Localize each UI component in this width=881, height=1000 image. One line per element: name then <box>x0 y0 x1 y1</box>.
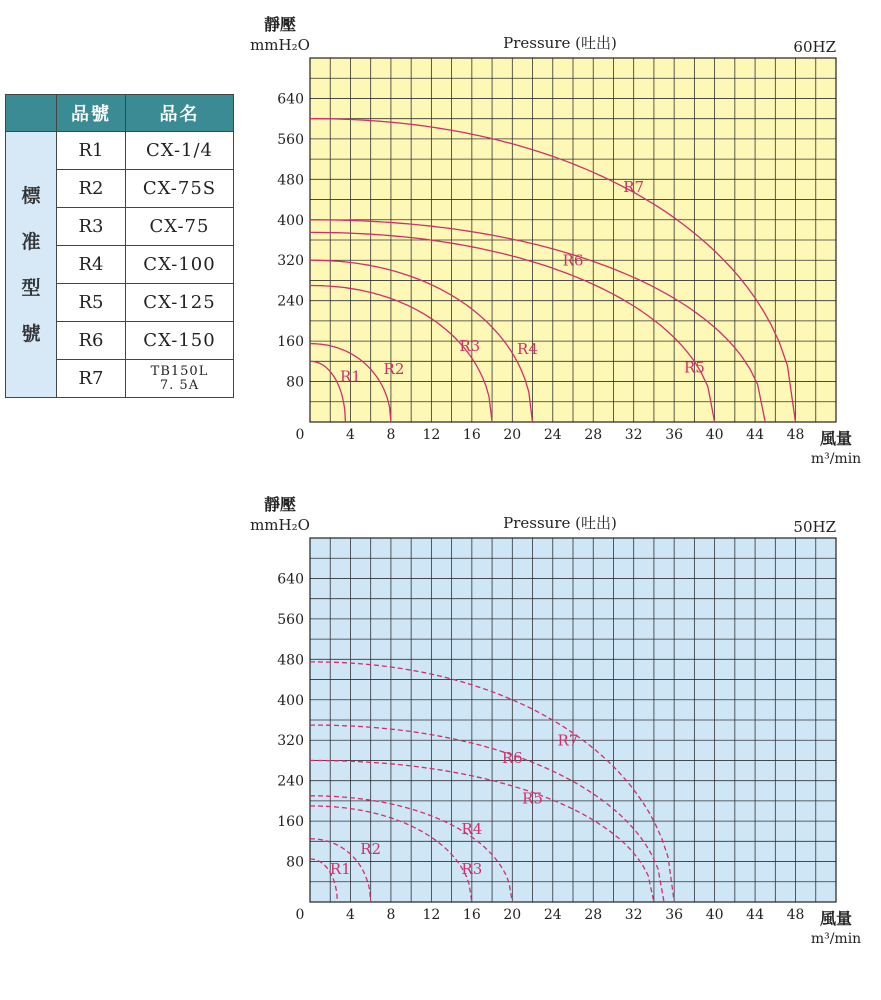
x-tick-label: 24 <box>543 427 562 443</box>
x-tick-label: 32 <box>624 427 643 443</box>
x-axis-unit: m³/min <box>810 451 862 467</box>
curve-label: R7 <box>623 177 645 196</box>
model-spec-table <box>5 94 234 398</box>
x-tick-label: 12 <box>422 427 441 443</box>
x-axis-label: 風量 <box>819 429 853 448</box>
y-tick-label: 240 <box>277 293 304 310</box>
model-code: R3 <box>57 208 126 246</box>
x-axis-unit: m³/min <box>810 931 862 947</box>
curve-label: R2 <box>383 359 405 378</box>
curve-label: R7 <box>557 731 579 750</box>
standard-model-label <box>6 132 57 398</box>
y-tick-label: 320 <box>277 253 304 270</box>
x-tick-label: 8 <box>386 427 396 443</box>
x-tick-label: 48 <box>786 907 805 923</box>
x-tick-label: 12 <box>422 907 441 923</box>
x-tick-label: 8 <box>386 907 396 923</box>
model-code: R6 <box>57 322 126 360</box>
model-name-line: TB150L <box>150 363 209 379</box>
x-tick-label: 16 <box>462 907 481 923</box>
y-tick-label: 640 <box>277 91 304 108</box>
table-header-row <box>6 95 234 132</box>
model-code: R1 <box>57 132 126 170</box>
x-tick-label: 28 <box>584 427 603 443</box>
x-tick-label: 40 <box>705 907 724 923</box>
y-tick-label: 560 <box>277 131 304 148</box>
y-tick-label: 80 <box>286 854 304 871</box>
x-tick-label: 36 <box>665 907 684 923</box>
y-tick-label: 640 <box>277 571 304 588</box>
x-tick-label: 36 <box>665 427 684 443</box>
y-tick-label: 160 <box>277 814 304 831</box>
model-name: CX-100 <box>126 246 234 284</box>
x-tick-label: 20 <box>503 907 522 923</box>
y-tick-label: 160 <box>277 334 304 351</box>
y-tick-label: 240 <box>277 773 304 790</box>
table-row <box>6 132 234 170</box>
x-tick-label: 48 <box>786 427 805 443</box>
x-tick-label: 24 <box>543 907 562 923</box>
x-tick-label: 4 <box>346 907 355 923</box>
group-label-char: 號 <box>21 322 41 345</box>
curve-label: R6 <box>562 251 584 270</box>
header-blank-cell <box>6 95 57 132</box>
curve-label: R6 <box>501 748 523 767</box>
curve-label: R5 <box>522 789 543 808</box>
y-axis-unit: mmH₂O <box>250 516 310 534</box>
y-tick-label: 480 <box>277 652 304 669</box>
x-tick-label: 4 <box>346 427 355 443</box>
pressure-chart-50hz <box>240 480 881 950</box>
x-tick-label: 32 <box>624 907 643 923</box>
chart-title: Pressure (吐出) <box>503 34 617 52</box>
x-tick-label: 44 <box>746 427 764 443</box>
y-axis-label: 靜壓 <box>263 15 297 34</box>
pressure-chart-60hz <box>240 0 881 470</box>
x-tick-label: 0 <box>295 907 305 923</box>
curve-label: R4 <box>461 819 483 838</box>
y-tick-label: 400 <box>277 212 304 229</box>
model-code: R5 <box>57 284 126 322</box>
model-code: R7 <box>57 360 126 398</box>
model-name: CX-125 <box>126 284 234 322</box>
group-label-char: 准 <box>21 230 41 253</box>
frequency-label: 50HZ <box>793 518 836 536</box>
curve-label: R1 <box>329 860 351 879</box>
curve-label: R4 <box>517 339 538 358</box>
y-tick-label: 480 <box>277 172 304 189</box>
y-tick-label: 400 <box>277 692 304 709</box>
model-name: CX-150 <box>126 322 234 360</box>
y-tick-label: 560 <box>277 611 304 628</box>
curve-label: R3 <box>461 860 483 879</box>
x-tick-label: 16 <box>462 427 481 443</box>
model-name: CX-75 <box>126 208 234 246</box>
group-label-char: 型 <box>21 276 41 299</box>
x-axis-label: 風量 <box>819 909 853 928</box>
x-tick-label: 40 <box>705 427 724 443</box>
model-name-line: 7. 5A <box>159 377 200 393</box>
x-tick-label: 0 <box>295 427 305 443</box>
chart-title: Pressure (吐出) <box>503 514 617 532</box>
frequency-label: 60HZ <box>793 38 836 56</box>
model-name: CX-75S <box>126 170 234 208</box>
y-tick-label: 320 <box>277 733 304 750</box>
curve-label: R2 <box>360 839 382 858</box>
curve-label: R5 <box>683 358 705 377</box>
model-code: R2 <box>57 170 126 208</box>
model-name: CX-1/4 <box>126 132 234 170</box>
curve-label: R1 <box>340 367 361 386</box>
header-code: 品號 <box>57 95 126 132</box>
x-tick-label: 44 <box>746 907 764 923</box>
model-name <box>126 360 234 398</box>
y-axis-unit: mmH₂O <box>250 36 310 54</box>
x-tick-label: 28 <box>584 907 603 923</box>
header-name: 品名 <box>126 95 234 132</box>
model-code: R4 <box>57 246 126 284</box>
y-tick-label: 80 <box>286 374 304 391</box>
y-axis-label: 靜壓 <box>263 495 297 514</box>
curve-label: R3 <box>459 337 481 356</box>
x-tick-label: 20 <box>503 427 522 443</box>
group-label-char: 標 <box>21 184 41 207</box>
